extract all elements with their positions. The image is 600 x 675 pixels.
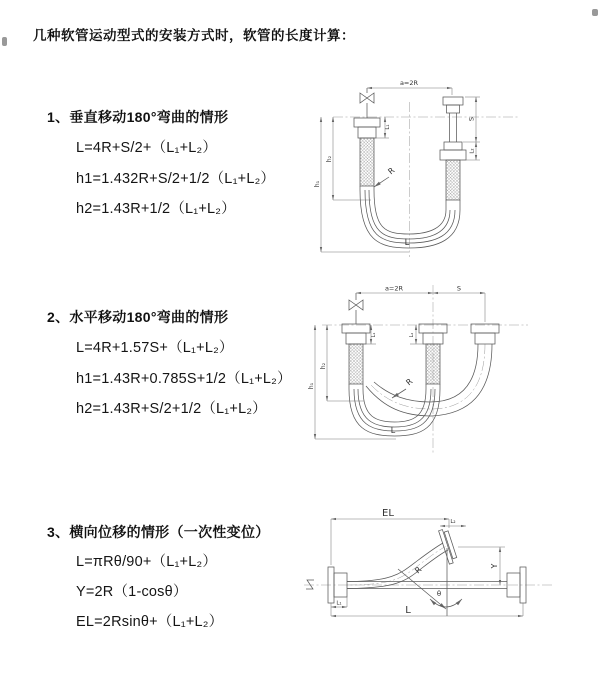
braid-section (360, 138, 374, 186)
length-label: L (404, 238, 410, 248)
valve-icon (349, 300, 363, 310)
dim-label-fit-left: L₁ (336, 600, 342, 607)
section-1-formula-L: L=4R+S/2+（L₁+L₂） (76, 140, 218, 156)
hose-centerline (347, 547, 446, 586)
radius-leader (374, 177, 389, 187)
section-2-formula-h1: h1=1.43R+0.785S+1/2（L₁+L₂） (76, 371, 292, 387)
dim-label-fit-right: L₂ (409, 332, 415, 338)
length-label: L (405, 605, 411, 616)
diagram-lateral-displacement (300, 503, 558, 651)
angle-label: θ (436, 590, 442, 598)
section-2-formula-h2: h2=1.43R+S/2+1/2（L₁+L₂） (76, 401, 267, 417)
section-3-formula-L: L=πRθ/90+（L₁+L₂） (76, 554, 218, 570)
dim-label-s: S (467, 116, 476, 122)
dim-label-y: Y (490, 563, 499, 569)
radius-line (398, 569, 446, 609)
hose-drawing (342, 293, 499, 436)
valve-icon (360, 93, 374, 103)
radius-label: R (413, 564, 424, 576)
dim-label-el: EL (382, 508, 394, 519)
section-1-formula-h1: h1=1.432R+S/2+1/2（L₁+L₂） (76, 171, 276, 187)
dim-label-s: S (456, 284, 462, 293)
braid-section (349, 344, 363, 384)
section-2-formula-L: L=4R+1.57S+（L₁+L₂） (76, 340, 234, 356)
break-symbol (306, 580, 314, 589)
dim-label-fit-left: L₁ (385, 124, 391, 130)
diagram-vertical-180-bend (313, 72, 530, 260)
dim-label-h2: h₂ (326, 155, 333, 163)
section-2-heading: 2、水平移动180°弯曲的情形 (47, 309, 229, 325)
section-3-formula-EL: EL=2Rsinθ+（L₁+L₂） (76, 614, 224, 630)
dimension-lines (315, 293, 485, 439)
dim-label-fit-left: L₁ (371, 332, 377, 338)
section-3-heading: 3、横向位移的情形（一次性变位） (47, 524, 270, 540)
angle-arc (430, 599, 462, 607)
length-label: L (390, 426, 396, 435)
dim-label-h1: h₁ (314, 180, 321, 188)
scan-speck (592, 9, 598, 16)
radius-label: R (386, 165, 397, 177)
braid-section (446, 160, 460, 200)
upper-flange (439, 528, 458, 564)
section-3-formula-Y: Y=2R（1-cosθ） (76, 584, 188, 600)
dim-label-h2: h₂ (320, 362, 327, 370)
dim-label-h1: h₁ (308, 382, 315, 390)
braid-section (426, 344, 440, 384)
radius-label: R (404, 376, 415, 388)
scan-speck (2, 37, 7, 46)
dim-label-fit-right: L₂ (469, 148, 476, 154)
dim-label-fit-right: L₂ (450, 519, 456, 525)
diagram-horizontal-180-bend (306, 281, 543, 463)
page-title: 几种软管运动型式的安装方式时，软管的长度计算： (33, 28, 355, 43)
section-1-heading: 1、垂直移动180°弯曲的情形 (47, 109, 229, 125)
dim-label-span: a=2R (399, 79, 419, 87)
section-1-formula-h2: h2=1.43R+1/2（L₁+L₂） (76, 201, 236, 217)
hose-drawing (354, 88, 466, 248)
dim-label-span: a=2R (384, 284, 404, 293)
